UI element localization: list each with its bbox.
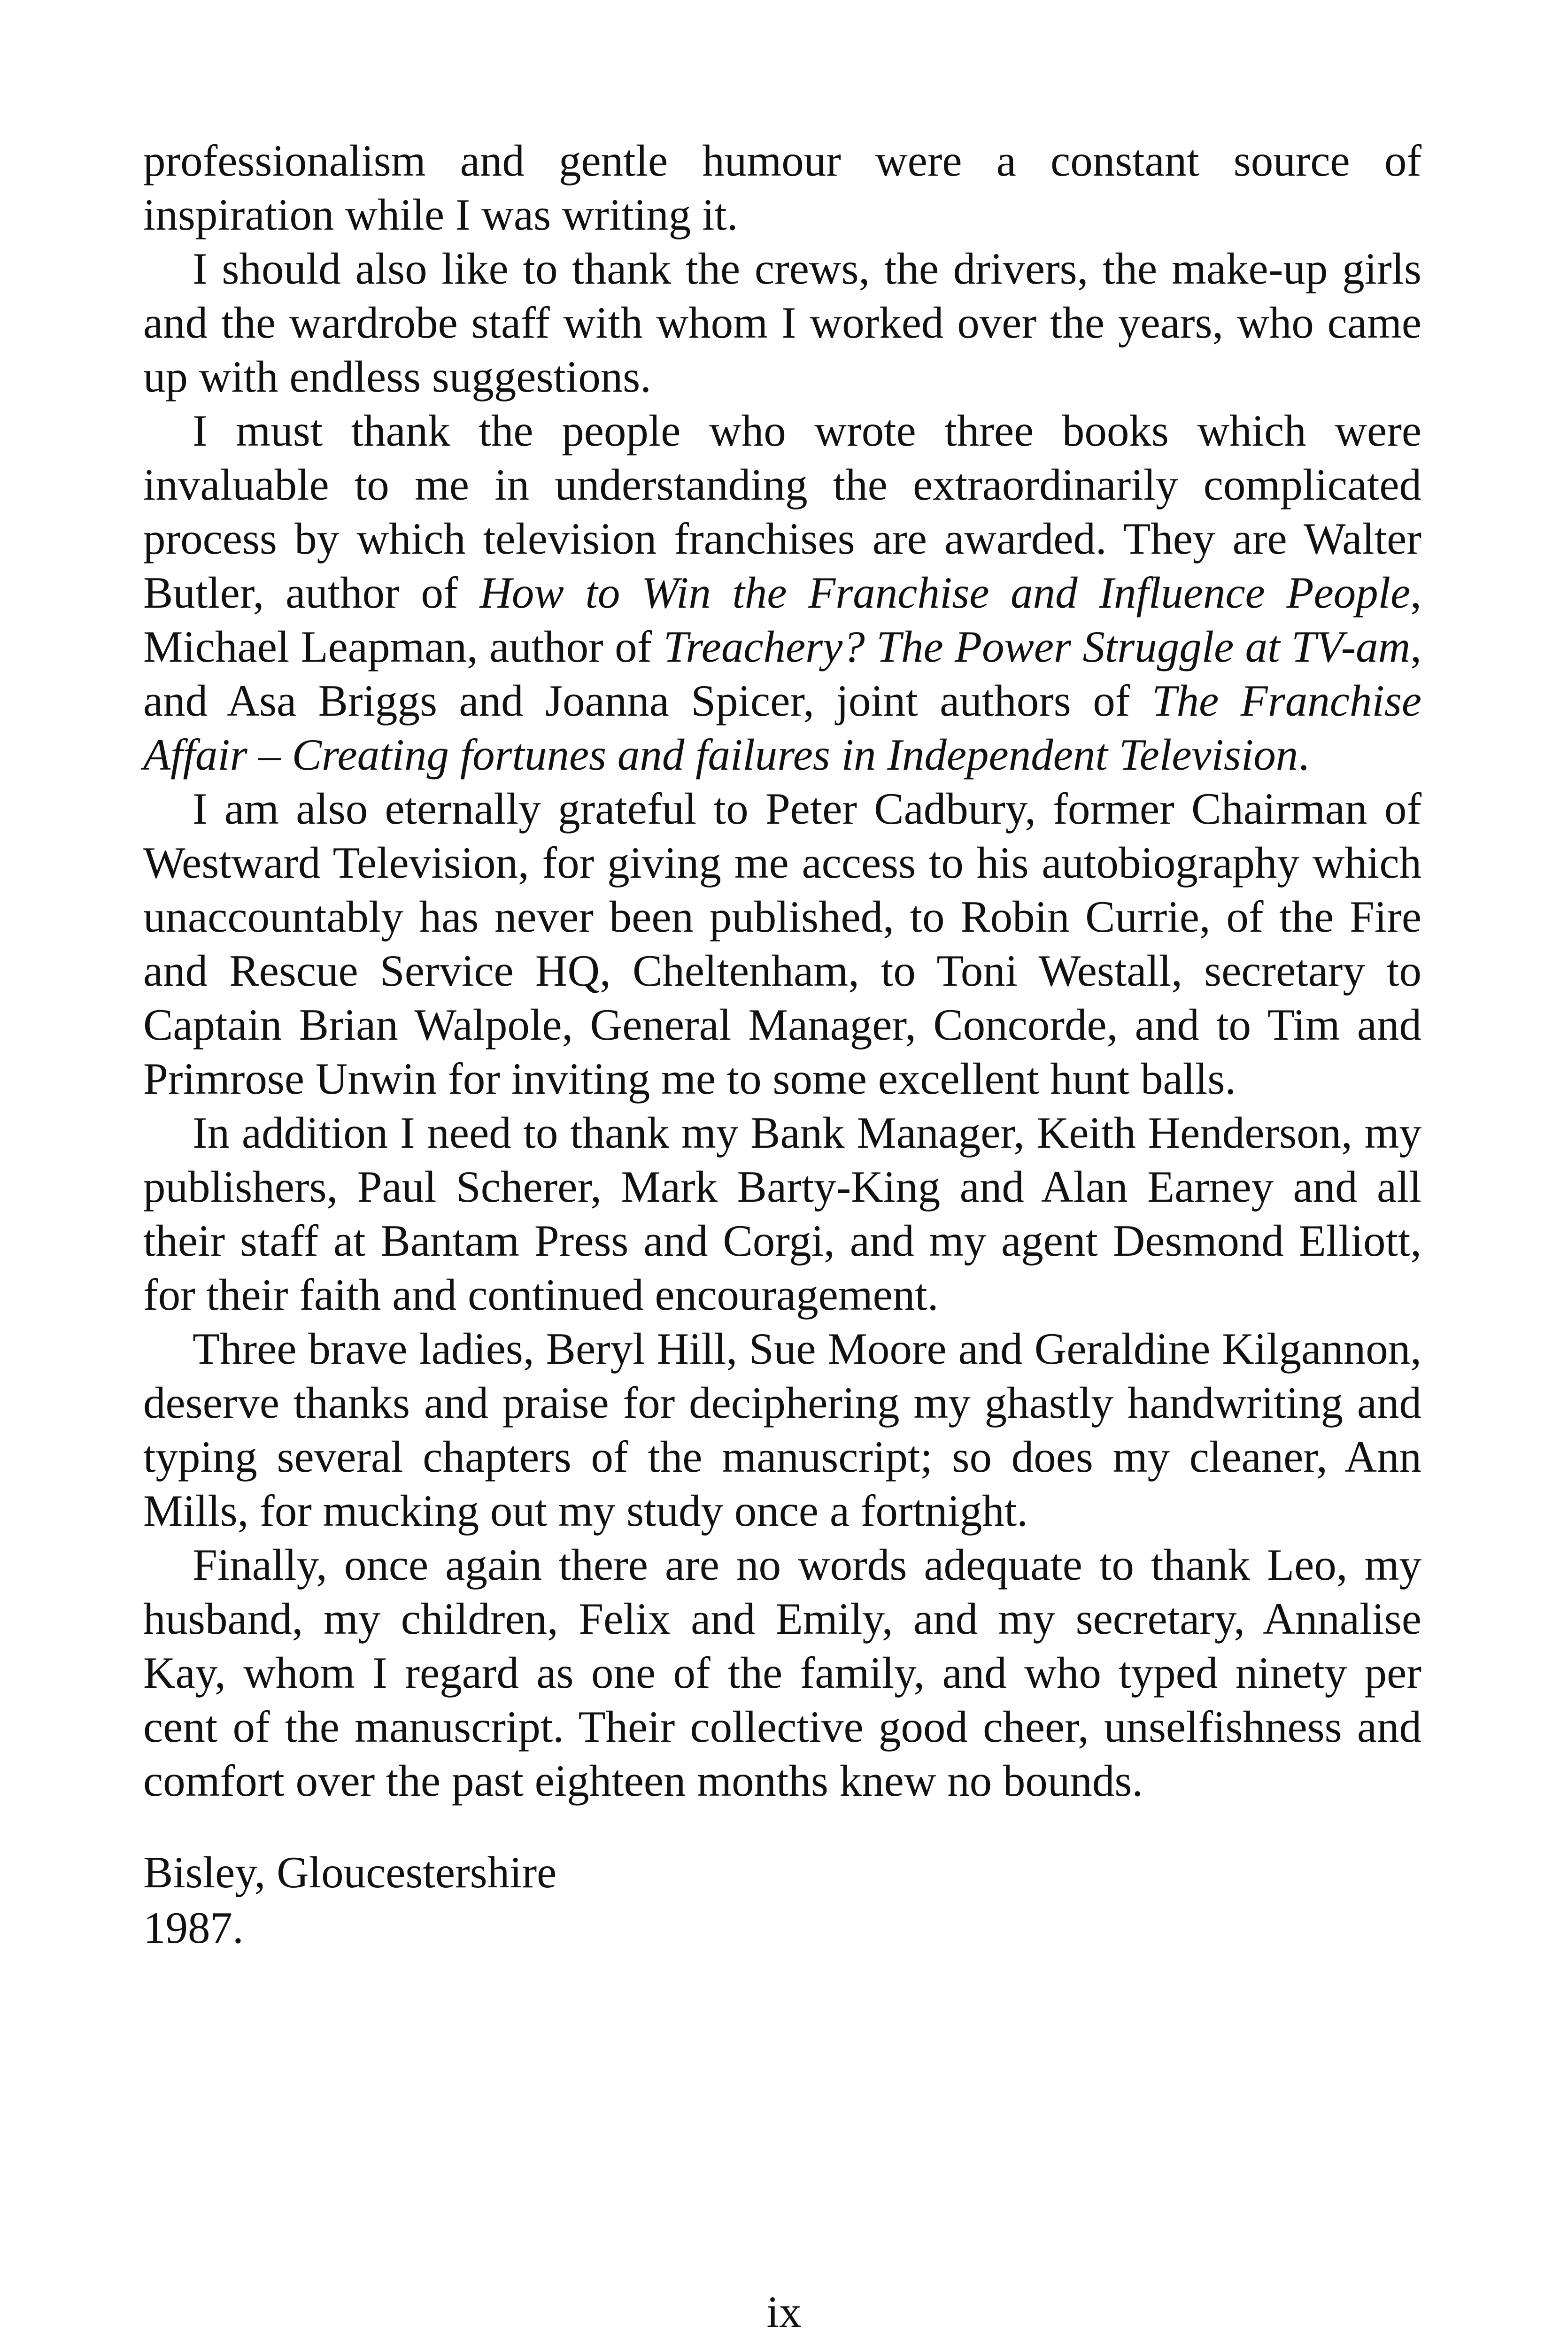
signoff <box>143 1845 1421 1955</box>
text-segment: professionalism and gentle humour were a constant source of inspiration while I was writing it. <box>143 136 1421 239</box>
signoff-place: Bisley, Gloucestershire <box>143 1847 557 1897</box>
paragraph-1 <box>143 134 1421 242</box>
text-segment: I must thank the people who wrote three books which were invaluable to me in understanding the extraordinarily complicated process by which television franchises are awarded. They are Walter Butler, author of <box>143 406 1421 618</box>
text-segment: , Michael Leapman, author of <box>143 568 1421 672</box>
italic-title: Treachery? The Power Struggle at TV-am <box>663 622 1411 672</box>
italic-title: How to Win the Franchise and Influence People <box>479 568 1411 618</box>
signoff-year: 1987. <box>143 1903 244 1953</box>
paragraph-2 <box>143 242 1421 404</box>
text-segment: I should also like to thank the crews, the drivers, the make-up girls and the wardrobe staff with whom I worked over the years, who came up with endless suggestions. <box>143 244 1421 402</box>
text-segment: Finally, once again there are no words adequate to thank Leo, my husband, my children, Felix and Emily, and my secretary, Annalise Kay, whom I regard as one of the family, and who typed ninety per cent of the manuscript. Their collective good cheer, unselfishness and comfort over the past eighteen months knew no bounds. <box>143 1540 1421 1806</box>
text-segment: , and Asa Briggs and Joanna Spicer, joint authors of <box>143 622 1421 726</box>
text-segment: . <box>1298 730 1310 780</box>
paragraph-6 <box>143 1322 1421 1538</box>
page-number: ix <box>766 2287 802 2337</box>
page-body <box>143 134 1421 1955</box>
paragraph-7 <box>143 1538 1421 1808</box>
text-segment: In addition I need to thank my Bank Manager, Keith Henderson, my publishers, Paul Scherer, Mark Barty-King and Alan Earney and all their staff at Bantam Press and Corgi, and my agent Desmond Elliott, for their faith and continued encouragement. <box>143 1108 1421 1320</box>
italic-title: The Franchise Affair – Creating fortunes and failures in Independent Television <box>143 676 1421 780</box>
text-segment: I am also eternally grateful to Peter Cadbury, former Chairman of Westward Television, for giving me access to his autobiography which unaccountably has never been published, to Robin Currie, of the Fire and Rescue Service HQ, Cheltenham, to Toni Westall, secretary to Captain Brian Walpole, General Manager, Concorde, and to Tim and Primrose Unwin for inviting me to some excellent hunt balls. <box>143 784 1421 1104</box>
acknowledgements-text <box>143 134 1421 1808</box>
paragraph-3 <box>143 404 1421 782</box>
paragraph-4 <box>143 782 1421 1106</box>
paragraph-5 <box>143 1106 1421 1322</box>
text-segment: Three brave ladies, Beryl Hill, Sue Moore and Geraldine Kilgannon, deserve thanks and praise for deciphering my ghastly handwriting and typing several chapters of the manuscript; so does my cleaner, Ann Mills, for mucking out my study once a fortnight. <box>143 1324 1421 1536</box>
